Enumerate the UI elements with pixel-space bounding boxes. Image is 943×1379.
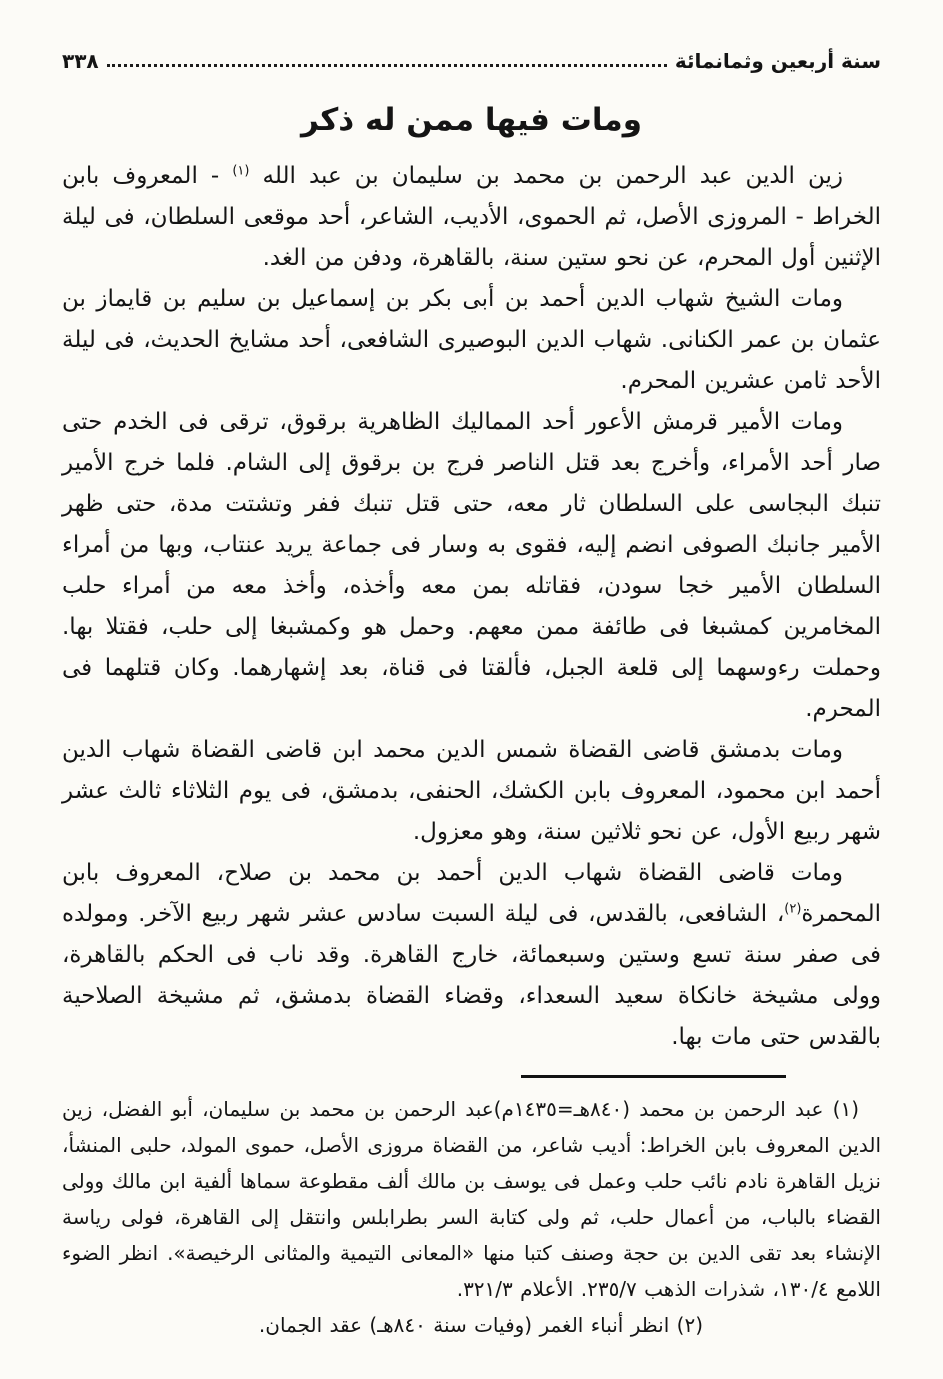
- footnote-1: (١) عبد الرحمن بن محمد (٨٤٠هـ=١٤٣٥م)عبد الرحمن بن محمد بن سليمان، أبو الفضل، زين الدين المعروف بابن الخراط: أديب شاعر، من القضاة مروزى الأصل، حموى المولد، حلبى المنشأ، نزيل القاهرة نادم نائب حلب وعمل فى يوسف بن مالك ألف مقطوعة سماها ألفية ابن مالك وولى القضاء بالباب، من أعمال حلب، ثم ولى كتابة السر بطرابلس وانتقل إلى القاهرة، فولى رياسة الإنشاء بعد تقى الدين بن حجة وصنف كتبا منها «المعانى التيمية والمثانى الرخيصة». انظر الضوء اللامع ١٣٠/٤، شذرات الذهب ٢٣٥/٧. الأعلام ٣٢١/٣.: [62, 1097, 881, 1301]
- footnote-marker-2: (٢): [784, 901, 802, 917]
- paragraph-text: ومات الأمير قرمش الأعور أحد المماليك الظاهرية برقوق، ترقى فى الخدم حتى صار أحد الأمراء، وأخرج بعد قتل الناصر فرج بن برقوق إلى الشام. فلما خرج الأمير تنبك البجاسى على السلطان ثار معه، حتى قتل تنبك ففر وتشتت مدة، حتى ظهر الأمير جانبك الصوفى انضم إليه، فقوى به وسار فى جماعة يريد عنتاب، وبها من أمراء السلطان الأمير خجا سودن، فقاتله بمن معه وأخذه، وأخذ معه من أمراء حلب المخامرين كمشبغا فى طائفة ممن معهم. وحمل هو وكمشبغا إلى حلب، فقتلا بها. وحملت رءوسهما إلى قلعة الجبل، فألقتا فى قناة، بعد إشهارهما. وكان قتلهما فى المحرم.: [62, 409, 881, 722]
- paragraph-obituary-5: [62, 853, 881, 1058]
- paragraph-text: - المعروف بابن الخراط - المروزى الأصل، ثم الحموى، الأديب، الشاعر، أحد موقعى السلطان، فى ليلة الإثنين أول المحرم، عن نحو ستين سنة، بالقاهرة، ودفن من الغد.: [62, 163, 881, 271]
- paragraph-text: زين الدين عبد الرحمن بن محمد بن سليمان بن عبد الله: [249, 163, 843, 189]
- dotted-leader: [107, 63, 667, 67]
- footnote-marker-1: (١): [232, 163, 250, 179]
- paragraph-obituary-4: [62, 730, 881, 853]
- paragraph-text: ومات الشيخ شهاب الدين أحمد بن أبى بكر بن إسماعيل بن سليم بن قايماز بن عثمان بن عمر الكنانى. شهاب الدين البوصيرى الشافعى، أحد مشايخ الحديث، فى ليلة الأحد ثامن عشرين المحرم.: [62, 286, 881, 394]
- paragraph-text: ومات قاضى القضاة شهاب الدين أحمد بن محمد بن صلاح، المعروف بابن المحمرة: [62, 860, 881, 927]
- running-header: [62, 48, 881, 74]
- body-text: [62, 156, 881, 1058]
- paragraph-text: ، الشافعى، بالقدس، فى ليلة السبت سادس عشر شهر ربيع الآخر. ومولده فى صفر سنة تسع وستين وسبعمائة، خارج القاهرة. وقد ناب فى الحكم بالقاهرة، وولى مشيخة خانكاة سعيد السعداء، وقضاء القضاة بدمشق، ثم مشيخة الصلاحية بالقدس حتى مات بها.: [62, 901, 881, 1050]
- paragraph-obituary-3: [62, 402, 881, 730]
- footnotes: [62, 1091, 881, 1343]
- obituaries-heading: ومات فيها ممن له ذكر: [300, 102, 642, 138]
- running-header-section-title: سنة أربعين وثمانمائة: [674, 49, 881, 73]
- paragraph-text: ومات بدمشق قاضى القضاة شمس الدين محمد ابن قاضى القضاة شهاب الدين أحمد ابن محمود، المعروف بابن الكشك، الحنفى، بدمشق، فى يوم الثلاثاء ثالث عشر شهر ربيع الأول، عن نحو ثلاثين سنة، وهو معزول.: [62, 737, 881, 845]
- paragraph-obituary-1: [62, 156, 881, 279]
- paragraph-obituary-2: [62, 279, 881, 402]
- footnote-separator: [521, 1075, 786, 1078]
- page-number: ٣٣٨: [62, 49, 99, 73]
- footnote-2: (٢) انظر أنباء الغمر (وفيات سنة ٨٤٠هـ) عقد الجمان.: [258, 1313, 703, 1337]
